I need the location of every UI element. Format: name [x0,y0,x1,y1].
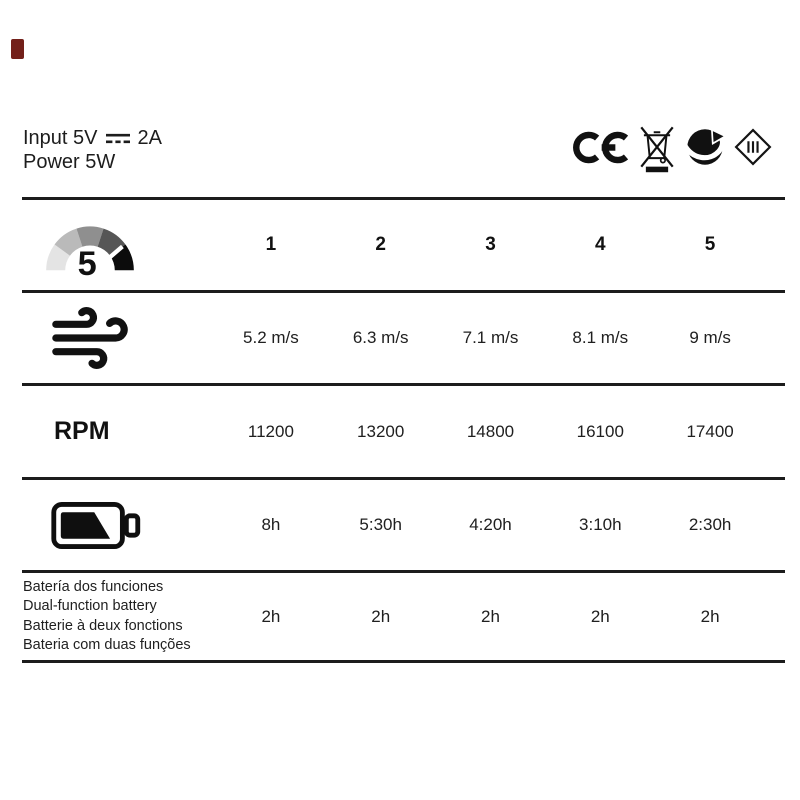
page-marker [11,39,24,59]
dual-function-battery-row [22,570,785,663]
wind-icon-cell [22,297,216,379]
ce-mark-icon [570,130,628,165]
speed-level-header: 2 [375,234,386,255]
battery-runtime-value: 2:30h [688,515,732,534]
wind-speed-value: 8.1 m/s [572,328,629,347]
battery-runtime-value: 8h [261,515,281,534]
input-label: Input 5V [23,127,98,149]
input-spec-line [23,126,162,150]
dual-battery-runtime-value: 2h [590,606,610,626]
speed-level-header: 3 [485,234,496,255]
recyclable-diamond-icon [734,128,772,166]
battery-runtime-row [22,477,785,570]
wind-speed-value: 5.2 m/s [243,328,299,347]
speed-level-header: 4 [595,234,606,255]
gauge-level-number: 5 [77,244,97,276]
rpm-value: 11200 [247,421,294,441]
wind-speed-value: 7.1 m/s [462,328,519,347]
battery-runtime-value: 5:30h [359,515,402,534]
dual-battery-runtime-value: 2h [481,606,500,626]
certification-icons [570,120,772,174]
speed-gauge-cell [22,215,216,276]
rpm-label: RPM [54,417,110,445]
dual-battery-runtime-value: 2h [371,606,391,626]
label-line-pt: Bateria com duas funções [23,637,191,653]
label-line-en: Dual-function battery [23,598,157,614]
spec-table [22,197,785,663]
wind-speed-value: 6.3 m/s [352,328,409,347]
battery-icon-cell [22,500,216,551]
dual-battery-runtime-value: 2h [700,606,720,626]
power-specs [23,126,162,174]
wind-speed-row [22,290,785,383]
power-spec-line: Power 5W [23,151,116,173]
wind-icon [46,297,134,379]
battery-runtime-value: 3:10h [579,515,622,534]
dc-current-icon [105,132,131,145]
label-line-fr: Batterie à deux fonctions [23,617,183,634]
label-line-es: Batería dos funciones [23,578,164,595]
speed-level-row [22,197,785,290]
rpm-value: 14800 [466,421,515,441]
dual-function-battery-label [22,578,216,656]
battery-runtime-value: 4:20h [469,515,512,534]
input-value: 2A [137,127,162,149]
battery-icon [50,500,142,551]
weee-crossed-bin-icon [638,120,676,174]
green-dot-recycle-icon [686,128,724,166]
rpm-value: 13200 [357,421,405,441]
rpm-value: 16100 [576,421,624,441]
wind-speed-value: 9 m/s [689,328,731,347]
speed-level-header: 1 [265,234,277,255]
dual-battery-runtime-value: 2h [261,606,281,626]
speed-gauge-icon [42,215,138,276]
speed-level-header: 5 [704,234,716,255]
rpm-value: 17400 [686,421,734,441]
rpm-row [22,383,785,477]
